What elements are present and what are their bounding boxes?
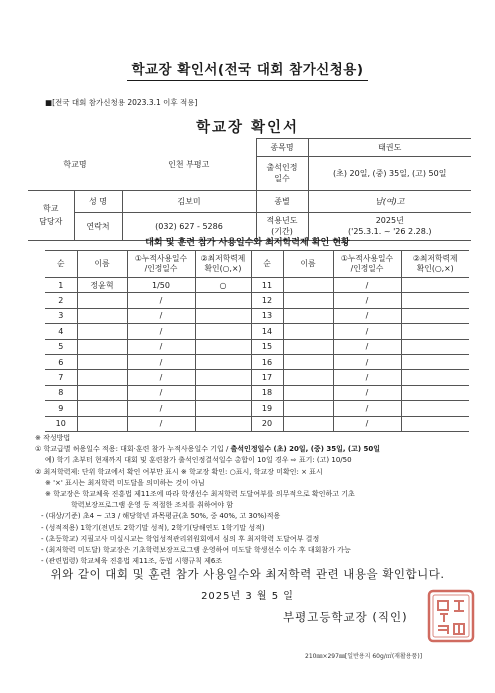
row-no: 1 bbox=[45, 278, 77, 293]
col-name: 이름 bbox=[77, 251, 127, 278]
note-3: ※ '×' 표시는 최저학력 미도달을 의미하는 것이 아님 bbox=[45, 478, 205, 487]
row-no: 8 bbox=[45, 385, 77, 400]
row-days: / bbox=[127, 293, 195, 308]
roster-header-row bbox=[45, 251, 469, 278]
note-7: - (초등학교) 지필고사 미실시교는 학업성적관리위원회에서 심의 후 최저학력 도달여부 결정 bbox=[41, 534, 320, 543]
table-row bbox=[45, 339, 469, 354]
note-2: ② 최저학력제: 단위 학교에서 확인 여부만 표시 ※ 학교장 확인: ○표시, 학교장 미확인: × 표시 bbox=[35, 467, 323, 476]
name-label: 성 명 bbox=[74, 191, 122, 213]
row-no: 5 bbox=[45, 339, 77, 354]
confirmation-date: 2025년 3 월 5 일 bbox=[201, 591, 294, 602]
row-days-2: / bbox=[333, 339, 401, 354]
note-4: ※ 학교장은 학교체육 진흥법 제11조에 따라 학생선수 최저학력 도달여부를 의무적으로 확인하고 기초 bbox=[45, 490, 355, 499]
table-row bbox=[45, 324, 469, 339]
gender-value: 남(여)고 bbox=[308, 191, 471, 213]
period-year: 2025년 bbox=[375, 216, 404, 226]
table-row bbox=[45, 401, 469, 416]
name-value: 김보미 bbox=[122, 191, 256, 213]
row-check-2 bbox=[401, 278, 469, 293]
note-9: - (관련법령) 학교체육 진흥법 제11조, 동법 시행규칙 제6조 bbox=[41, 557, 223, 566]
row-check-2 bbox=[401, 370, 469, 385]
row-name-2 bbox=[283, 401, 333, 416]
row-no-2: 16 bbox=[251, 354, 283, 369]
notes bbox=[35, 433, 475, 567]
row-days: / bbox=[127, 401, 195, 416]
row-no: 9 bbox=[45, 401, 77, 416]
row-name-2 bbox=[283, 308, 333, 323]
row-check-2 bbox=[401, 293, 469, 308]
school-value: 인천 부평고 bbox=[168, 159, 210, 169]
row-check bbox=[195, 401, 251, 416]
scope-note: ■[전국 대회 참가신청용 2023.3.1 이후 적용] bbox=[45, 98, 198, 107]
table-row bbox=[45, 308, 469, 323]
table-row bbox=[45, 293, 469, 308]
note-5: - (대상/기준) 초4 ~ 고3 / 해당학년 과목평균(초 50%, 중 40%, 고 30%)적용 bbox=[41, 512, 281, 521]
row-days-2: / bbox=[333, 324, 401, 339]
period-label-text: 적용년도 (기간) bbox=[266, 216, 298, 236]
col-days-text: ①누적사용일수 /인정일수 bbox=[134, 254, 188, 273]
row-check: ○ bbox=[195, 278, 251, 293]
principal-signature-line: 부평고등학교장 (직인) bbox=[283, 610, 408, 624]
row-no: 10 bbox=[45, 416, 77, 431]
row-days-2: / bbox=[333, 385, 401, 400]
row-no-2: 13 bbox=[251, 308, 283, 323]
row-name-2 bbox=[283, 370, 333, 385]
row-days: / bbox=[127, 416, 195, 431]
row-no-2: 14 bbox=[251, 324, 283, 339]
row-days: / bbox=[127, 385, 195, 400]
col-check-text: ②최저학력제 확인(○,×) bbox=[200, 254, 246, 273]
sport-value: 태권도 bbox=[308, 139, 471, 157]
note-8: - (최저학력 미도달) 학교장은 기초학력보장프로그램 운영하여 미도달 학생선수 이수 후 대회참가 가능 bbox=[41, 546, 351, 555]
staff-label-text: 학교 담당자 bbox=[39, 203, 63, 226]
row-check-2 bbox=[401, 308, 469, 323]
row-check bbox=[195, 416, 251, 431]
row-name bbox=[77, 324, 127, 339]
col-no: 순 bbox=[45, 251, 77, 278]
row-days-2: / bbox=[333, 308, 401, 323]
confirmation-statement: 위와 같이 대회 및 훈련 참가 사용일수와 최저학력 관련 내용을 확인합니다. bbox=[50, 567, 445, 581]
row-name-2 bbox=[283, 354, 333, 369]
table-row bbox=[45, 278, 469, 293]
row-days: / bbox=[127, 370, 195, 385]
col-check bbox=[195, 251, 251, 278]
row-days-2: / bbox=[333, 354, 401, 369]
document-title-text: 학교장 확인서(전국 대회 참가신청용) bbox=[127, 58, 367, 81]
row-check bbox=[195, 385, 251, 400]
contact-label: 연락처 bbox=[74, 213, 122, 241]
row-no: 4 bbox=[45, 324, 77, 339]
row-name-2 bbox=[283, 293, 333, 308]
row-check bbox=[195, 354, 251, 369]
row-name bbox=[77, 339, 127, 354]
col-days bbox=[127, 251, 195, 278]
row-name-2 bbox=[283, 339, 333, 354]
attendance-label bbox=[256, 157, 308, 191]
col-days-2-text: ①누적사용일수 /인정일수 bbox=[340, 254, 394, 273]
period-range: ('25.3.1. ~ '26 2.28.) bbox=[348, 226, 432, 236]
row-name bbox=[77, 293, 127, 308]
row-name-2 bbox=[283, 324, 333, 339]
row-name-2 bbox=[283, 416, 333, 431]
row-no-2: 18 bbox=[251, 385, 283, 400]
row-check-2 bbox=[401, 385, 469, 400]
row-name-2 bbox=[283, 278, 333, 293]
row-no: 2 bbox=[45, 293, 77, 308]
official-seal-icon bbox=[426, 588, 476, 644]
paper-size-note: 210㎜×297㎜[일반용지 60g/㎡(재활용품)] bbox=[305, 653, 423, 660]
row-days: 1/50 bbox=[127, 278, 195, 293]
row-days: / bbox=[127, 354, 195, 369]
note-1 bbox=[35, 444, 475, 455]
row-name bbox=[77, 370, 127, 385]
row-check-2 bbox=[401, 339, 469, 354]
row-no-2: 11 bbox=[251, 278, 283, 293]
gender-label: 종별 bbox=[256, 191, 308, 213]
row-check bbox=[195, 308, 251, 323]
col-no-2: 순 bbox=[251, 251, 283, 278]
row-name bbox=[77, 308, 127, 323]
col-check-2-text: ②최저학력제 확인(○,×) bbox=[412, 254, 458, 273]
form-title: 학교장 확인서 bbox=[195, 120, 300, 136]
row-days: / bbox=[127, 339, 195, 354]
row-name-2 bbox=[283, 385, 333, 400]
row-check-2 bbox=[401, 416, 469, 431]
row-check bbox=[195, 370, 251, 385]
row-name bbox=[77, 385, 127, 400]
staff-label bbox=[28, 191, 74, 241]
notes-heading: ※ 작성방법 bbox=[35, 434, 71, 442]
row-check-2 bbox=[401, 324, 469, 339]
note-6: - (성적적용) 1학기(전년도 2학기말 성적), 2학기(당해연도 1학기말 성적) bbox=[41, 523, 265, 532]
row-days: / bbox=[127, 324, 195, 339]
row-no-2: 19 bbox=[251, 401, 283, 416]
note-1-b: 출석인정일수 (초) 20일, (중) 35일, (고) 50일 bbox=[230, 445, 381, 454]
note-1-a: ① 학교급별 허용일수 적용: 대회·훈련 참가 누적사용일수 기입 / bbox=[35, 445, 231, 454]
note-4b: 학력보장프로그램 운영 등 적절한 조치를 취하여야 함 bbox=[71, 501, 234, 510]
roster-heading: 대회 및 훈련 참가 사용일수와 최저학력제 확인 현황 bbox=[145, 238, 350, 248]
row-check bbox=[195, 324, 251, 339]
note-1-example: 예) 학기 초부터 현재까지 대회 및 훈련참가 출석인정결석일수 총합이 10일 경우 ⇨ 표기: (고) 10/50 bbox=[45, 456, 352, 465]
table-row bbox=[45, 354, 469, 369]
row-no: 3 bbox=[45, 308, 77, 323]
row-days-2: / bbox=[333, 401, 401, 416]
row-no-2: 12 bbox=[251, 293, 283, 308]
document-title bbox=[0, 58, 495, 81]
table-row bbox=[45, 370, 469, 385]
row-check bbox=[195, 339, 251, 354]
row-check bbox=[195, 293, 251, 308]
row-days: / bbox=[127, 308, 195, 323]
row-no-2: 20 bbox=[251, 416, 283, 431]
contact-value: (032) 627 - 5286 bbox=[122, 213, 256, 241]
school-label: 학교명 bbox=[63, 159, 87, 169]
col-days-2 bbox=[333, 251, 401, 278]
roster-table bbox=[45, 250, 469, 432]
row-days-2: / bbox=[333, 293, 401, 308]
attendance-value: (초) 20일, (중) 35일, (고) 50일 bbox=[308, 157, 471, 191]
col-name-2: 이름 bbox=[283, 251, 333, 278]
row-name bbox=[77, 354, 127, 369]
row-check-2 bbox=[401, 401, 469, 416]
row-days-2: / bbox=[333, 416, 401, 431]
sport-label: 종목명 bbox=[256, 139, 308, 157]
row-days-2: / bbox=[333, 278, 401, 293]
row-name bbox=[77, 401, 127, 416]
row-no: 7 bbox=[45, 370, 77, 385]
row-days-2: / bbox=[333, 370, 401, 385]
row-name: 정윤혁 bbox=[77, 278, 127, 293]
row-no-2: 17 bbox=[251, 370, 283, 385]
row-name bbox=[77, 416, 127, 431]
table-row bbox=[45, 416, 469, 431]
school-info-table bbox=[28, 138, 471, 241]
row-no: 6 bbox=[45, 354, 77, 369]
row-check-2 bbox=[401, 354, 469, 369]
row-no-2: 15 bbox=[251, 339, 283, 354]
col-check-2 bbox=[401, 251, 469, 278]
attendance-label-text: 출석인정 일수 bbox=[266, 163, 298, 183]
table-row bbox=[45, 385, 469, 400]
